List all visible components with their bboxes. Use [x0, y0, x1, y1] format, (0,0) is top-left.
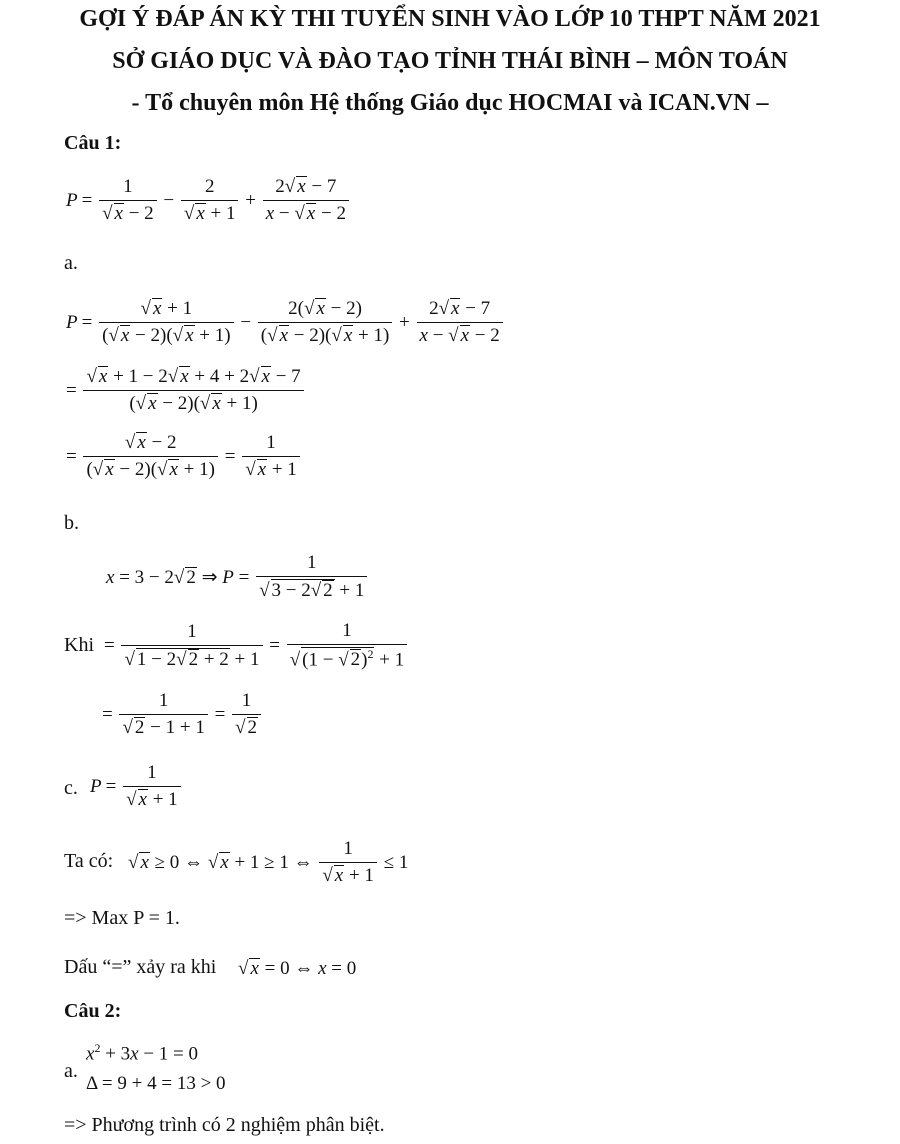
cau2-title: Câu 2:: [64, 1000, 122, 1022]
cau2-conclusion: => Phương trình có 2 nghiệm phân biệt.: [64, 1114, 385, 1136]
cau1-part-b: b.: [64, 512, 79, 534]
formula-a-step3: = $\frac{√ x - 2}{(√ x - 2)(√ x + 1)}$ = $\frac{1}{√ x + 1}$: [64, 432, 300, 481]
formula-b-step3: = $\frac{1}{√ 2 - 1 + 1}$ = $\frac{1}{√ 2}$: [100, 690, 261, 739]
max-p-line: => Max P = 1.: [64, 907, 180, 929]
formula-p-definition: P = $\frac{1}{√ x - 2}$ − $\frac{2}{√ x + 1}$ + $\frac{2√ x - 7}{x - √ x - 2}$: [64, 176, 349, 225]
cau1-part-a: a.: [64, 252, 78, 274]
formula-c-equality: √ x = 0 ⇔ x = 0: [238, 957, 357, 979]
formula-b-step1: x = 3 − 2√ 2 ⇒ P = $\frac{1}{√ 3 - 2√ 2 + 1}$: [104, 552, 367, 602]
cau2-part-a: a.: [64, 1060, 78, 1082]
formula-c-inequality: √ x ≥ 0 ⇔ √ x + 1 ≥ 1 ⇔ $\frac{1}{√ x + 1}$ ≤ 1: [128, 838, 409, 886]
header-line-3: - Tổ chuyên môn Hệ thống Giáo dục HOCMAI và ICAN.VN –: [131, 90, 769, 116]
header-line-2: SỞ GIÁO DỤC VÀ ĐÀO TẠO TỈNH THÁI BÌNH – MÔN TOÁN: [112, 48, 788, 74]
formula-a-step2: = $\frac{√ x + 1 - 2√ x + 4 + 2√ x - 7}{(√ x - 2)(√ x + 1)}$: [64, 366, 304, 415]
formula-b-step2: = $\frac{1}{√ 1 - 2√ 2 + 2 + 1}$ = $\frac{1}{√ (1 - √ 2)^2 + 1}$: [102, 620, 407, 671]
formula-c-p: P = $\frac{1}{√ x + 1}$: [88, 762, 181, 811]
formula-cau2-delta: Δ = 9 + 4 = 13 > 0: [86, 1073, 226, 1094]
ta-co-label: Ta có:: [64, 850, 114, 872]
cau1-title: Câu 1:: [64, 132, 122, 154]
dau-label: Dấu “=” xảy ra khi: [64, 956, 217, 978]
formula-a-step1: P = $\frac{√ x + 1}{(√ x - 2)(√ x + 1)}$ − $\frac{2(√ x - 2)}{(√ x - 2)(√ x + 1)}$ + $\frac{2√ x - 7}{x - √ x - 2}$: [64, 298, 503, 347]
cau1-part-c: c.: [64, 777, 78, 799]
khi-label: Khi: [64, 634, 94, 656]
formula-cau2-equation: $x^2 + 3x - 1 = 0$: [86, 1041, 199, 1065]
header-line-1: GỢI Ý ĐÁP ÁN KỲ THI TUYỂN SINH VÀO LỚP 10 THPT NĂM 2021: [79, 6, 821, 32]
